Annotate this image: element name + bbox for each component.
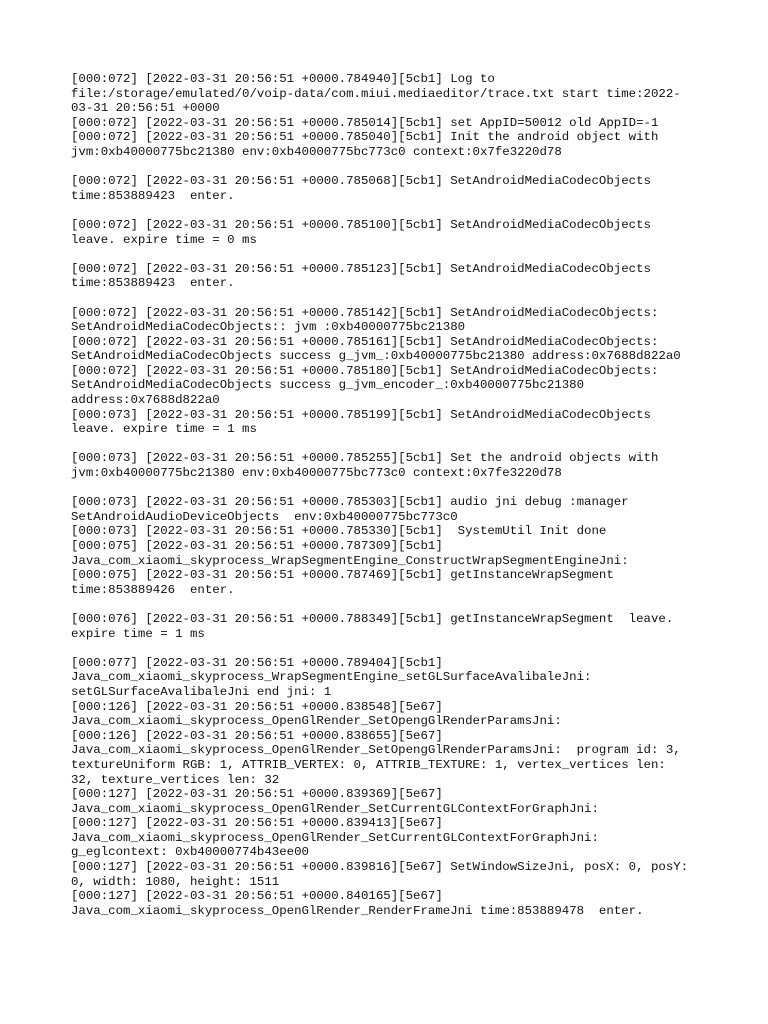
log-line: 03-31 20:56:51 +0000 [71,101,220,116]
log-line: [000:127] [2022-03-31 20:56:51 +0000.839413][5e67] [71,816,443,831]
log-line: [000:126] [2022-03-31 20:56:51 +0000.838655][5e67] [71,728,443,743]
blank-line [71,481,701,496]
log-line: 32, texture_vertices len: 32 [71,772,280,787]
log-line: [000:127] [2022-03-31 20:56:51 +0000.839816][5e67] SetWindowSizeJni, posX: 0, posY: [71,860,689,875]
log-line: Java_com_xiaomi_skyprocess_OpenGlRender_SetCurrentGLContextForGraphJni: [71,801,599,816]
log-line: [000:127] [2022-03-31 20:56:51 +0000.839369][5e67] [71,787,443,802]
log-line: [000:073] [2022-03-31 20:56:51 +0000.785199][5cb1] SetAndroidMediaCodecObjects [71,407,651,422]
log-line: SetAndroidAudioDeviceObjects env:0xb40000775bc773c0 [71,509,458,524]
log-line: [000:072] [2022-03-31 20:56:51 +0000.785123][5cb1] SetAndroidMediaCodecObjects [71,261,651,276]
log-line: address:0x7688d822a0 [71,393,220,408]
log-line: SetAndroidMediaCodecObjects:: jvm :0xb40000775bc21380 [71,320,466,335]
log-line: time:853889423 enter. [71,188,235,203]
blank-line [71,247,701,262]
log-line: file:/storage/emulated/0/voip-data/com.miui.mediaeditor/trace.txt start time:2022- [71,86,681,101]
blank-line [71,203,701,218]
log-line: [000:072] [2022-03-31 20:56:51 +0000.785040][5cb1] Init the android object with [71,130,659,145]
log-line: 0, width: 1080, height: 1511 [71,874,280,889]
blank-line [71,597,701,612]
log-line: [000:072] [2022-03-31 20:56:51 +0000.784940][5cb1] Log to [71,72,495,86]
log-line: [000:077] [2022-03-31 20:56:51 +0000.789404][5cb1] [71,655,443,670]
log-line: Java_com_xiaomi_skyprocess_OpenGlRender_SetCurrentGLContextForGraphJni: [71,830,599,845]
log-line: SetAndroidMediaCodecObjects success g_jvm_encoder_:0xb40000775bc21380 [71,378,585,393]
log-line: Java_com_xiaomi_skyprocess_WrapSegmentEngine_ConstructWrapSegmentEngineJni: [71,553,629,568]
log-line: SetAndroidMediaCodecObjects success g_jvm_:0xb40000775bc21380 address:0x7688d822a0 [71,349,681,364]
log-line: [000:127] [2022-03-31 20:56:51 +0000.840165][5e67] [71,889,443,904]
log-line: [000:072] [2022-03-31 20:56:51 +0000.785014][5cb1] set AppID=50012 old AppID=-1 [71,115,659,130]
blank-line [71,641,701,656]
log-document [71,72,701,918]
log-line: [000:073] [2022-03-31 20:56:51 +0000.785330][5cb1] SystemUtil Init done [71,524,607,539]
log-line: g_eglcontext: 0xb40000774b43ee00 [71,845,309,860]
log-line: Java_com_xiaomi_skyprocess_OpenGlRender_SetOpengGlRenderParamsJni: [71,714,562,729]
log-line: [000:072] [2022-03-31 20:56:51 +0000.785142][5cb1] SetAndroidMediaCodecObjects: [71,305,659,320]
log-line: [000:075] [2022-03-31 20:56:51 +0000.787469][5cb1] getInstanceWrapSegment [71,568,614,583]
log-line: leave. expire time = 1 ms [71,422,257,437]
log-line: expire time = 1 ms [71,626,205,641]
log-line: [000:126] [2022-03-31 20:56:51 +0000.838548][5e67] [71,699,443,714]
log-line: [000:072] [2022-03-31 20:56:51 +0000.785180][5cb1] SetAndroidMediaCodecObjects: [71,363,659,378]
log-line: setGLSurfaceAvalibaleJni end jni: 1 [71,684,332,699]
log-line: time:853889423 enter. [71,276,235,291]
log-line: Java_com_xiaomi_skyprocess_WrapSegmentEngine_setGLSurfaceAvalibaleJni: [71,670,592,685]
log-line: Java_com_xiaomi_skyprocess_OpenGlRender_RenderFrameJni time:853889478 enter. [71,903,644,918]
log-line: time:853889426 enter. [71,582,235,597]
log-line: [000:076] [2022-03-31 20:56:51 +0000.788349][5cb1] getInstanceWrapSegment leave. [71,611,674,626]
log-line: [000:073] [2022-03-31 20:56:51 +0000.785255][5cb1] Set the android objects with [71,451,659,466]
blank-line [71,291,701,306]
log-line: [000:072] [2022-03-31 20:56:51 +0000.785068][5cb1] SetAndroidMediaCodecObjects [71,174,651,189]
blank-line [71,160,701,175]
blank-line [71,437,701,452]
log-line: [000:073] [2022-03-31 20:56:51 +0000.785303][5cb1] audio jni debug :manager [71,495,629,510]
log-line: [000:072] [2022-03-31 20:56:51 +0000.785100][5cb1] SetAndroidMediaCodecObjects [71,217,651,232]
log-line: [000:072] [2022-03-31 20:56:51 +0000.785161][5cb1] SetAndroidMediaCodecObjects: [71,334,659,349]
log-line: textureUniform RGB: 1, ATTRIB_VERTEX: 0, ATTRIB_TEXTURE: 1, vertex_vertices len: [71,757,666,772]
log-line: jvm:0xb40000775bc21380 env:0xb40000775bc773c0 context:0x7fe3220d78 [71,466,562,481]
log-line: Java_com_xiaomi_skyprocess_OpenGlRender_SetOpengGlRenderParamsJni: program id: 3, [71,743,681,758]
log-line: leave. expire time = 0 ms [71,232,257,247]
log-line: jvm:0xb40000775bc21380 env:0xb40000775bc773c0 context:0x7fe3220d78 [71,144,562,159]
log-line: [000:075] [2022-03-31 20:56:51 +0000.787309][5cb1] [71,539,443,553]
